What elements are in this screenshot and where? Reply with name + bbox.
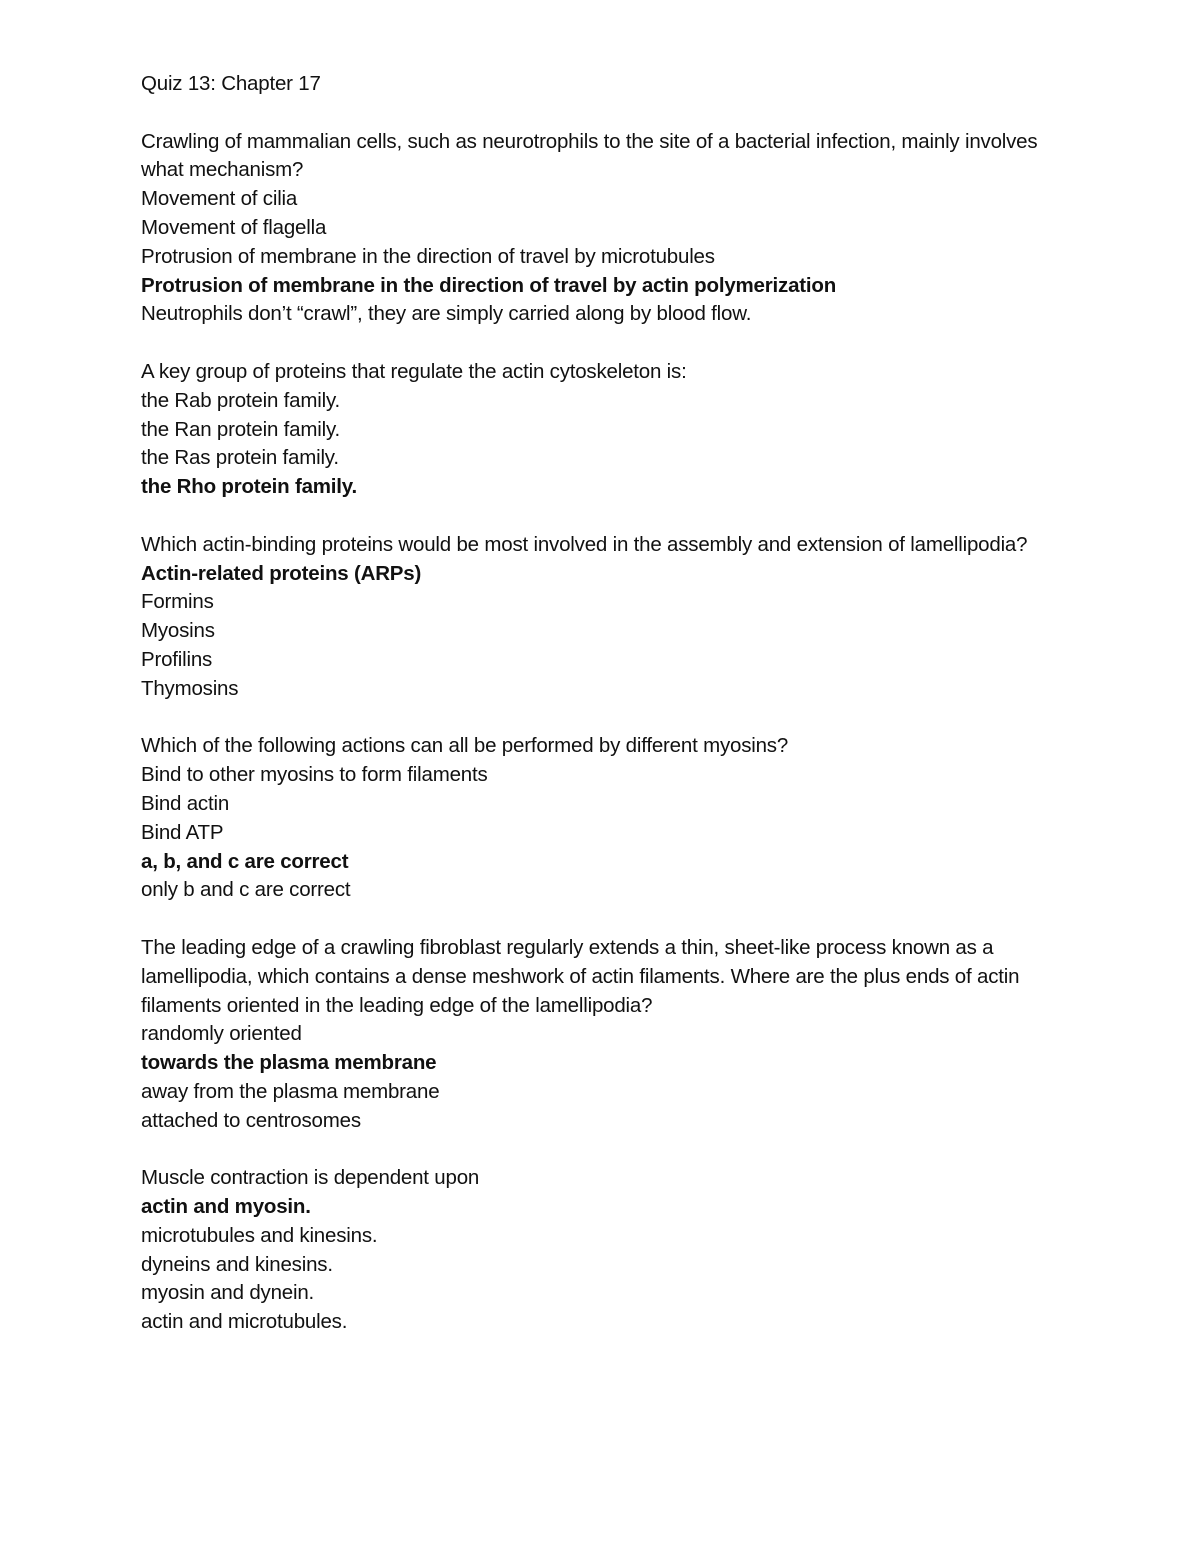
answer-option: the Ras protein family.: [141, 446, 339, 470]
question-list: [141, 128, 1071, 1337]
answer-option: Protrusion of membrane in the direction of travel by microtubules: [141, 244, 715, 268]
answer-option: Movement of cilia: [141, 187, 298, 211]
question-text: Which of the following actions can all be performed by different myosins?: [141, 734, 789, 758]
correct-answer: Protrusion of membrane in the direction of travel by actin polymerization: [141, 273, 837, 297]
answer-list: [141, 761, 1071, 905]
spacer: [141, 1135, 1071, 1164]
answer-list: [141, 387, 1071, 502]
answer-option: attached to centrosomes: [141, 1108, 361, 1132]
answer-option: Profilins: [141, 647, 213, 671]
answer-option: Thymosins: [141, 676, 239, 700]
question-block: [141, 1164, 1071, 1337]
answer-option: the Rab protein family.: [141, 388, 340, 412]
spacer: [141, 905, 1071, 934]
answer-option: Bind actin: [141, 791, 230, 815]
question-text: The leading edge of a crawling fibroblast regularly extends a thin, sheet-like process known as a lamellipodia, which contains a dense meshwork of actin filaments. Where are the plus ends of actin filaments oriented in the leading edge of the lamellipodia?: [141, 935, 1020, 1017]
correct-answer: Actin-related proteins (ARPs): [141, 561, 422, 585]
answer-list: [141, 185, 1071, 329]
question-text: Which actin-binding proteins would be most involved in the assembly and extension of lamellipodia?: [141, 532, 1028, 556]
answer-option: actin and microtubules.: [141, 1310, 348, 1334]
answer-list: [141, 1193, 1071, 1337]
answer-option: Myosins: [141, 619, 215, 643]
correct-answer: actin and myosin.: [141, 1195, 311, 1219]
answer-option: Neutrophils don’t “crawl”, they are simply carried along by blood flow.: [141, 302, 752, 326]
answer-option: Formins: [141, 590, 214, 614]
question-text: Crawling of mammalian cells, such as neurotrophils to the site of a bacterial infection, mainly involves what mechanism?: [141, 129, 1038, 182]
document-content: [141, 70, 1071, 1337]
question-text: Muscle contraction is dependent upon: [141, 1166, 480, 1190]
answer-option: the Ran protein family.: [141, 417, 340, 441]
correct-answer: towards the plasma membrane: [141, 1051, 437, 1075]
page-title: Quiz 13: Chapter 17: [141, 72, 321, 95]
answer-option: dyneins and kinesins.: [141, 1252, 333, 1276]
answer-option: away from the plasma membrane: [141, 1079, 440, 1103]
spacer: [141, 329, 1071, 358]
answer-option: microtubules and kinesins.: [141, 1223, 378, 1247]
question-block: [141, 531, 1071, 733]
question-text: A key group of proteins that regulate the actin cytoskeleton is:: [141, 359, 687, 383]
correct-answer: the Rho protein family.: [141, 475, 357, 499]
answer-option: myosin and dynein.: [141, 1281, 315, 1305]
answer-option: only b and c are correct: [141, 878, 351, 902]
answer-list: [141, 1020, 1071, 1135]
question-block: [141, 732, 1071, 934]
answer-list: [141, 560, 1071, 704]
question-block: [141, 934, 1071, 1164]
question-block: [141, 128, 1071, 358]
answer-option: Movement of flagella: [141, 215, 327, 239]
correct-answer: a, b, and c are correct: [141, 849, 349, 873]
spacer: [141, 704, 1071, 733]
answer-option: Bind ATP: [141, 820, 224, 844]
answer-option: randomly oriented: [141, 1022, 302, 1046]
question-block: [141, 358, 1071, 531]
answer-option: Bind to other myosins to form filaments: [141, 763, 488, 787]
spacer: [141, 502, 1071, 531]
spacer: [141, 99, 1071, 128]
